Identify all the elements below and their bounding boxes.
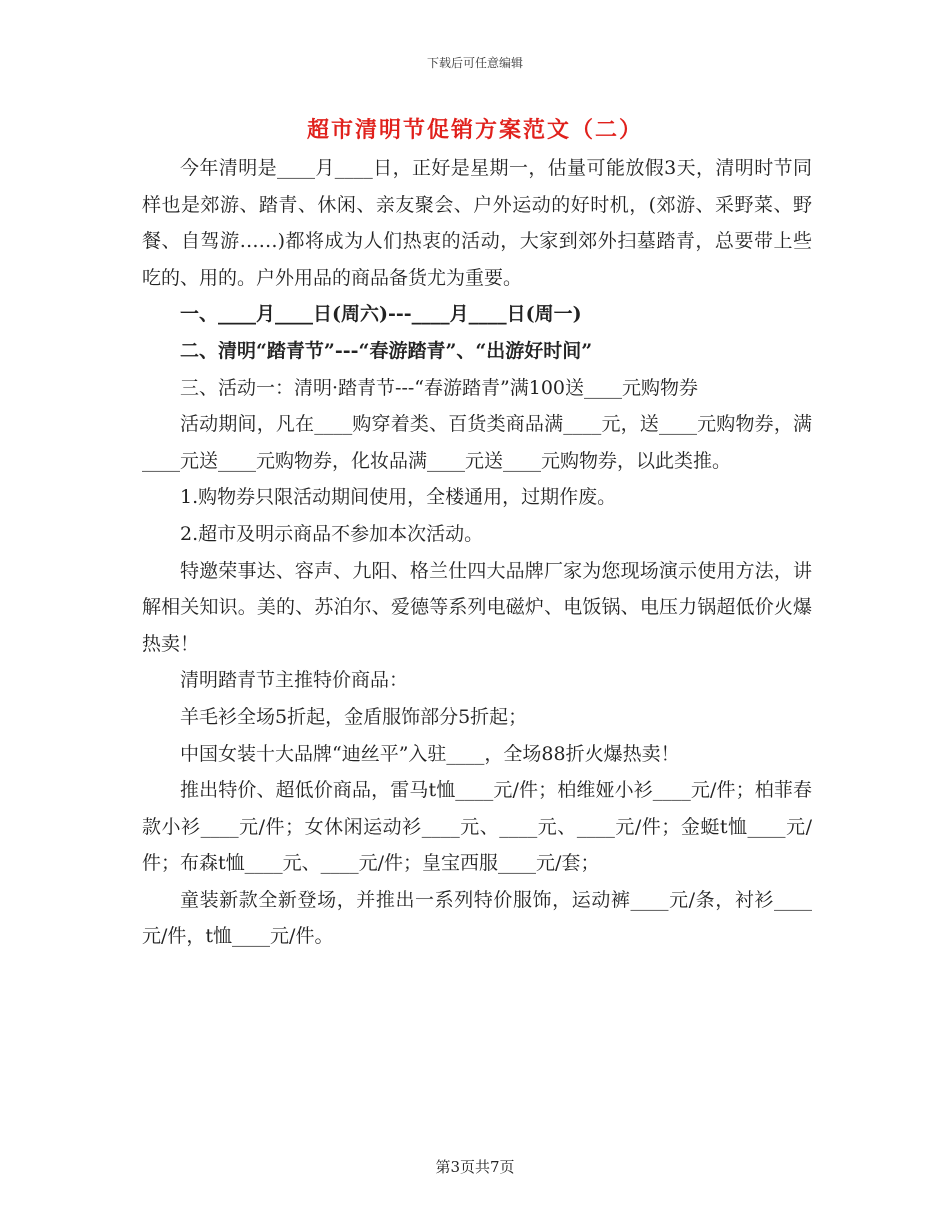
document-title: 超市清明节促销方案范文（二） xyxy=(306,117,643,143)
paragraph-rule-1: 1.购物券只限活动期间使用，全楼通用，过期作废。 xyxy=(180,486,617,509)
paragraph-intro: 今年清明是____月____日，正好是星期一，估量可能放假3天，清明时节同样也是郊游、踏青、休闲、亲友聚会、户外运动的好时机，(郊游、采野菜、野餐、自驾游……)都将成为人们热衷的活动，大家到郊外扫墓踏青，总要带上些吃的、用的。户外用品的商品备货尤为重要。 xyxy=(142,157,812,289)
paragraph-activity-period: 活动期间，凡在____购穿着类、百货类商品满____元，送____元购物券，满____元送____元购物券，化妆品满____元送____元购物券，以此类推。 xyxy=(142,413,812,472)
paragraph-dates: 一、____月____日(周六)---____月____日(周一) xyxy=(180,303,582,326)
paragraph-special-prices: 推出特价、超低价商品，雷马t恤____元/件；柏维娅小衫____元/件；柏菲春款小衫____元/件；女休闲运动衫____元、____元、____元/件；金蜓t恤____元/件；布森t恤____元、____元/件；皇宝西服____元/套； xyxy=(142,779,812,875)
paragraph-sweaters: 羊毛衫全场5折起，金盾服饰部分5折起； xyxy=(180,705,528,728)
page-footer: 第3页共7页 xyxy=(435,1158,515,1176)
page-header: 下载后可任意编辑 xyxy=(426,56,523,70)
paragraph-theme: 二、清明“踏青节”---“春游踏青”、“出游好时间” xyxy=(180,339,593,362)
paragraph-women-brand: 中国女装十大品牌“迪丝平”入驻____，全场88折火爆热卖！ xyxy=(180,742,680,765)
paragraph-featured: 清明踏青节主推特价商品： xyxy=(180,669,409,692)
paragraph-rule-2: 2.超市及明示商品不参加本次活动。 xyxy=(180,522,484,545)
document-body xyxy=(142,150,812,955)
paragraph-kids-wear: 童装新款全新登场，并推出一系列特价服饰，运动裤____元/条，衬衫____元/件，t恤____元/件。 xyxy=(142,888,812,948)
paragraph-brands: 特邀荣事达、容声、九阳、格兰仕四大品牌厂家为您现场演示使用方法，讲解相关知识。美的、苏泊尔、爱德等系列电磁炉、电饭锅、电压力锅超低价火爆热卖！ xyxy=(142,559,812,655)
paragraph-activity-one: 三、活动一：清明·踏青节---“春游踏青”满100送____元购物券 xyxy=(180,376,698,399)
